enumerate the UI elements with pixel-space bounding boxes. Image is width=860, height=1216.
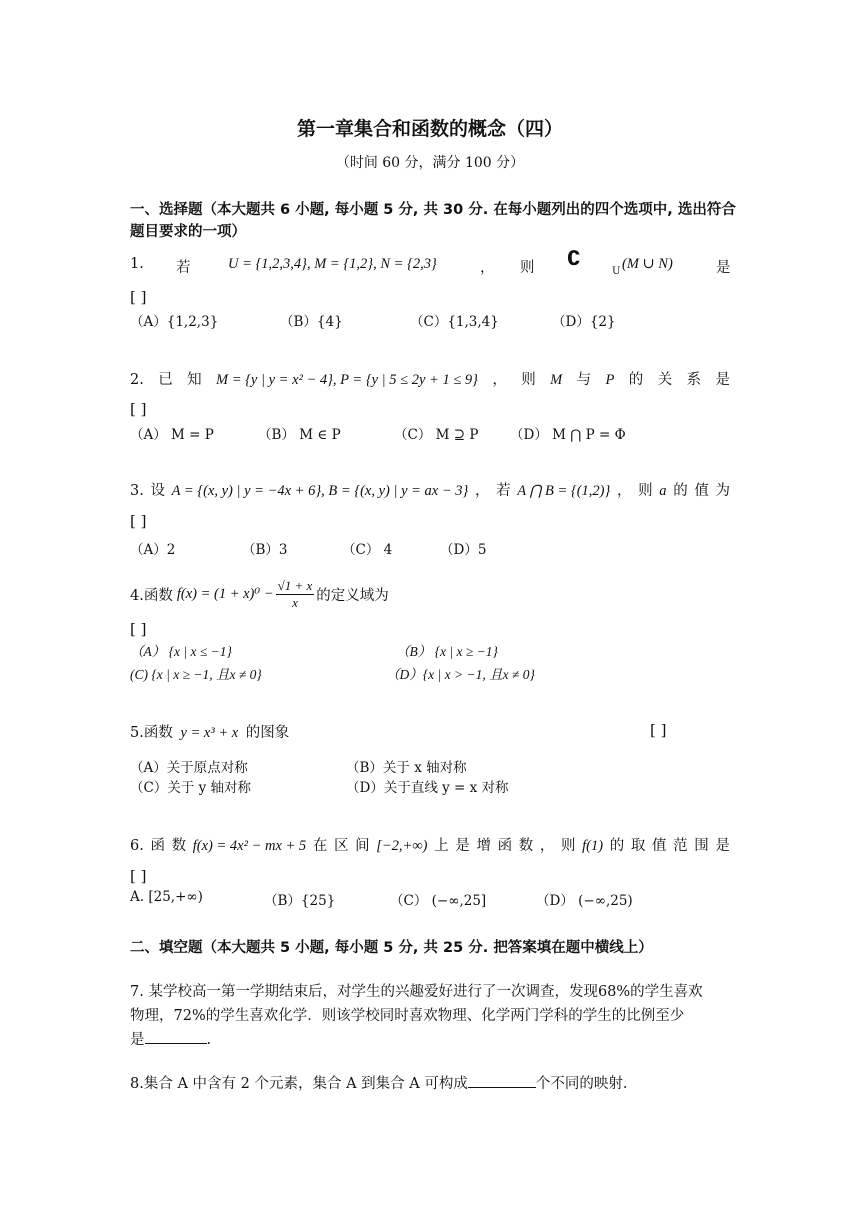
q4-answer-bracket: [ ] (130, 620, 147, 638)
q2-part: 则 (521, 372, 536, 388)
q7-line3-prefix: 是 (130, 1032, 145, 1048)
q5-prefix: 5.函数 (130, 725, 173, 741)
q6-part: 函 (150, 838, 165, 854)
q6-part: 上 (434, 838, 449, 854)
q5-answer-bracket: [ ] (650, 721, 667, 739)
q6-part: 间 (355, 838, 370, 854)
q6-part: 是 (715, 838, 730, 854)
q6-part: 值 (652, 838, 667, 854)
q6-option-b: （B）{25} (264, 893, 336, 909)
q5-option-c: （C）关于 y 轴对称 (130, 780, 252, 796)
q3-part: 3. (130, 483, 144, 499)
complement-symbol: ∁ (567, 246, 581, 270)
q1-set-expression: U = {1,2,3,4}, M = {1,2}, N = {2,3} (228, 256, 437, 272)
q3-part: ， (616, 483, 632, 499)
q1-option-c: （C）{1,3,4} (410, 314, 499, 330)
q1-complement-expression: (M ∪ N) (622, 256, 673, 272)
q2-part: M (550, 372, 563, 388)
q2-part: 与 (576, 372, 592, 388)
q5-option-b: （B）关于 x 轴对称 (346, 760, 467, 776)
q6-part: 6. (130, 838, 144, 854)
q3-intersection-expression: A ⋂ B = {(1,2)} (517, 483, 611, 499)
q3-part: 值 (694, 483, 709, 499)
q6-part: 区 (333, 838, 349, 854)
q3-set-expression: A = {(x, y) | y = −4x + 6}, B = {(x, y) | y = ax − 3} (171, 483, 469, 499)
q6-part: 数 (518, 838, 534, 854)
q4-option-b: （B） {x | x ≥ −1} (396, 644, 498, 659)
q6-part: 是 (455, 838, 470, 854)
q2-part: 2. (130, 372, 144, 388)
q6-stem (130, 834, 730, 855)
q6-option-c: （C） (−∞,25] (390, 893, 487, 909)
q1-option-b: （B）{4} (280, 314, 343, 330)
q7-line2: 物理，72%的学生喜欢化学．则该学校同时喜欢物理、化学两门学科的学生的比例至少 (130, 1008, 685, 1024)
q3-part: 设 (150, 483, 165, 499)
q2-part: 的 (628, 372, 644, 388)
q1-option-a: （A）{1,2,3} (130, 314, 219, 330)
q6-part: 则 (561, 838, 576, 854)
q6-function: f(x) = 4x² − mx + 5 (192, 838, 307, 854)
q1-word-if: 若 (176, 260, 191, 276)
q6-interval: [−2,+∞) (376, 838, 428, 854)
q2-option-c: （C） M ⊇ P (394, 427, 479, 443)
q6-answer-bracket: [ ] (130, 867, 147, 885)
q2-part: ， (492, 372, 507, 388)
q1-word-is: 是 (716, 260, 731, 276)
q2-answer-bracket: [ ] (130, 400, 147, 418)
q2-part: P (605, 372, 615, 388)
q4-prefix: 4.函数 (130, 588, 173, 604)
q6-f1: f(1) (582, 838, 604, 854)
q8-line (130, 1072, 627, 1093)
q6-part: 围 (694, 838, 709, 854)
q4-fraction (276, 578, 315, 611)
q4-option-c: (C) {x | x ≥ −1, 且x ≠ 0} (130, 667, 262, 682)
q4-option-d: （D）{x | x > −1, 且x ≠ 0} (386, 667, 535, 682)
q5-stem (130, 721, 289, 742)
q6-option-a: A. [25,+∞) (130, 889, 203, 905)
q6-part: ， (539, 838, 555, 854)
q2-part: 是 (715, 372, 730, 388)
page-title: 第一章集合和函数的概念（四） (296, 118, 563, 140)
q6-part: 在 (312, 838, 328, 854)
q3-option-c: （C） 4 (342, 542, 393, 558)
q3-option-d: （D）5 (440, 542, 487, 558)
q2-part: 系 (686, 372, 702, 388)
section1-heading-line2: 题目要求的一项） (130, 224, 246, 240)
q2-part: 关 (657, 372, 673, 388)
q6-part: 数 (171, 838, 187, 854)
q5-option-d: （D）关于直线 y = x 对称 (346, 780, 509, 796)
q4-fraction-numerator: √1 + x (277, 578, 313, 593)
q5-option-a: （A）关于原点对称 (130, 760, 248, 776)
q3-part: 若 (496, 483, 511, 499)
q2-part: 知 (187, 372, 202, 388)
q7-line1: 7. 某学校高一第一学期结束后，对学生的兴趣爱好进行了一次调查，发现68%的学生喜欢 (130, 984, 703, 1000)
page-subtitle: （时间 60 分，满分 100 分） (335, 155, 525, 171)
q5-suffix: 的图象 (245, 725, 290, 741)
q4-suffix: 的定义域为 (316, 588, 389, 604)
q3-option-a: （A）2 (130, 542, 176, 558)
q2-stem (130, 368, 730, 389)
q7-line3-suffix: . (206, 1032, 212, 1048)
q5-function: y = x³ + x (180, 725, 239, 741)
q6-part: 的 (609, 838, 625, 854)
q2-option-d: （D） M ⋂ P = Φ (510, 427, 626, 443)
section2-heading: 二、填空题（本大题共 5 小题, 每小题 5 分, 共 25 分. 把答案填在题中横线上） (130, 940, 653, 956)
q1-comma: ， (480, 260, 495, 276)
q6-part: 取 (630, 838, 646, 854)
q3-option-b: （B）3 (242, 542, 288, 558)
q3-part: 则 (638, 483, 653, 499)
q4-stem (130, 578, 389, 611)
q3-part: 为 (715, 483, 730, 499)
q3-stem (130, 479, 730, 500)
q7-answer-blank[interactable] (145, 1043, 207, 1044)
q1-option-d: （D）{2} (552, 314, 616, 330)
q8-text-before: 8.集合 A 中含有 2 个元素，集合 A 到集合 A 可构成 (130, 1076, 468, 1092)
q6-part: 范 (673, 838, 688, 854)
q8-text-after: 个不同的映射. (535, 1076, 628, 1092)
q2-part: 已 (158, 372, 173, 388)
q2-option-b: （B） M ∈ P (258, 427, 341, 443)
q3-part: ， (474, 483, 490, 499)
complement-subscript: U (612, 266, 621, 277)
q4-function: f(x) = (1 + x)⁰ − (176, 586, 274, 602)
q2-option-a: （A） M = P (130, 427, 214, 443)
q6-part: 函 (497, 838, 513, 854)
q3-part: a (659, 483, 667, 499)
q1-number: 1. (130, 256, 144, 272)
q4-fraction-denominator: x (292, 595, 298, 610)
q3-part: 的 (673, 483, 688, 499)
q6-option-d: （D） (−∞,25) (536, 893, 633, 909)
q1-word-then: 则 (520, 260, 535, 276)
q3-answer-bracket: [ ] (130, 512, 147, 530)
q6-part: 增 (476, 838, 491, 854)
q1-answer-bracket: [ ] (130, 288, 147, 306)
q8-answer-blank[interactable] (468, 1087, 536, 1088)
q4-option-a: （A） {x | x ≤ −1} (130, 644, 232, 659)
section1-heading-line1: 一、选择题（本大题共 6 小题, 每小题 5 分, 共 30 分. 在每小题列出的四个选项中, 选出符合 (130, 202, 736, 218)
q7-line3 (130, 1028, 211, 1049)
q2-set-expression: M = {y | y = x² − 4}, P = {y | 5 ≤ 2y + 1 ≤ 9} (216, 372, 478, 388)
